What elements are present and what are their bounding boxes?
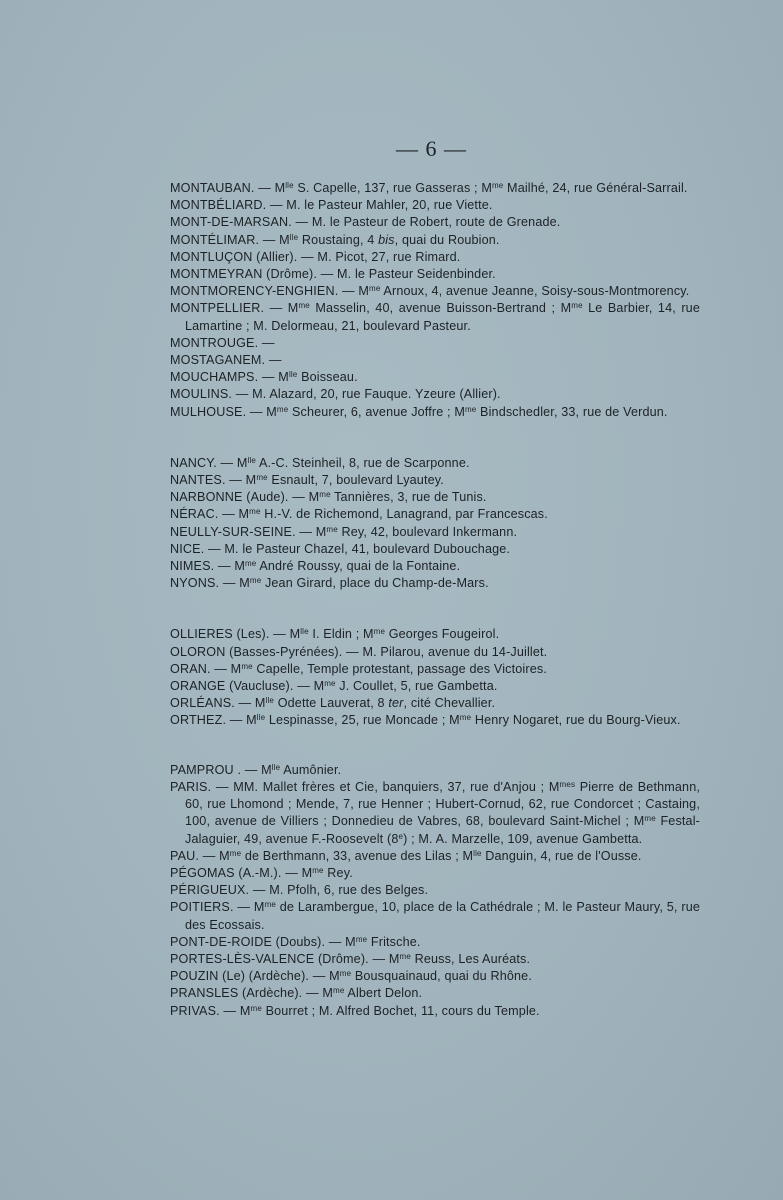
entry-text: NÉRAC. — M (170, 507, 250, 522)
directory-entry (170, 779, 700, 848)
directory-entry (170, 678, 700, 695)
section-spacer (170, 592, 700, 626)
superscript-abbrev: lle (285, 181, 294, 190)
directory-entry (170, 934, 700, 951)
entry-text: André Roussy, quai de la Fontaine. (256, 559, 461, 574)
directory-entry (170, 197, 700, 214)
entry-text: Masselin, 40, avenue Buisson-Bertrand ; M (309, 301, 572, 316)
superscript-abbrev: me (244, 559, 257, 569)
entry-text: ) ; M. A. Marzelle, 109, avenue Gambetta. (403, 831, 643, 846)
entry-text: PORTES-LÈS-VALENCE (Drôme). — M (170, 951, 400, 966)
superscript-abbrev: lle (256, 713, 266, 723)
directory-entry (170, 848, 700, 865)
entry-text: Esnault, 7, boulevard Lyautey. (267, 473, 444, 488)
entry-text: MONTAUBAN. — M (170, 181, 286, 195)
directory-list (170, 180, 700, 1020)
entry-text: S. Capelle, 137, rue Gasseras ; M (293, 181, 492, 195)
entry-text: J. Coullet, 5, rue Gambetta. (335, 679, 498, 694)
superscript-abbrev: me (249, 576, 262, 586)
superscript-abbrev: me (373, 627, 386, 637)
italic-text: ter (388, 696, 404, 711)
entry-text: PARIS. — MM. Mallet frères et Cie, banquiers, 37, rue d'Anjou ; M (170, 779, 560, 794)
superscript-abbrev: me (339, 969, 352, 979)
directory-entry (170, 626, 700, 643)
superscript-abbrev: lle (288, 370, 298, 380)
superscript-abbrev: me (249, 507, 261, 517)
entry-text: Arnoux, 4, avenue Jeanne, Soisy-sous-Montmorency. (380, 284, 690, 299)
entry-text: PONT-DE-ROIDE (Doubs). — M (170, 934, 356, 949)
superscript-abbrev: lle (247, 455, 257, 465)
entry-text: NICE. — M. le Pasteur Chazel, 41, boulevard Dubouchage. (170, 541, 511, 556)
directory-entry (170, 695, 700, 712)
entry-text: Capelle, Temple protestant, passage des Victoires. (252, 661, 547, 676)
directory-entry (170, 472, 700, 489)
superscript-abbrev: lle (289, 232, 299, 242)
entry-text: Rey, 42, boulevard Inkermann. (337, 524, 518, 539)
superscript-abbrev: me (324, 679, 336, 689)
superscript-abbrev: me (326, 524, 338, 534)
superscript-abbrev: me (491, 181, 504, 190)
superscript-abbrev: me (276, 404, 289, 414)
italic-text: bis (378, 232, 395, 247)
entry-text: Pierre de Bethmann, 60, rue Lhomond ; Mende, 7, rue Henner ; Hubert-Cornud, 62, rue Condorcet ; Castaing, 100, avenue de Villiers ; Donnedieu de Vabres, 68, boulevard Saint-Michel ; M (185, 779, 701, 829)
entry-text: MONTLUÇON (Allier). — M. Picot, 27, rue Rimard. (170, 249, 461, 264)
section-spacer (170, 421, 700, 455)
superscript-abbrev: lle (271, 762, 281, 772)
directory-entry (170, 455, 700, 472)
entry-text: ORTHEZ. — M (170, 713, 257, 728)
directory-entry (170, 249, 700, 266)
entry-text: Lespinasse, 25, rue Moncade ; M (265, 713, 460, 728)
entry-text: , cité Chevallier. (403, 696, 496, 711)
entry-text: I. Eldin ; M (308, 627, 374, 642)
superscript-abbrev: me (355, 934, 368, 944)
superscript-abbrev: me (369, 284, 381, 294)
entry-text: NARBONNE (Aude). — M (170, 490, 320, 505)
entry-text: Bourret ; M. Alfred Bochet, 11, cours du Temple. (261, 1003, 540, 1018)
superscript-abbrev: me (571, 301, 583, 311)
directory-entry (170, 283, 700, 300)
entry-text: de Larambergue, 10, place de la Cathédrale ; M. le Pasteur Maury, 5, rue des Ecossais. (185, 900, 701, 932)
entry-text: Mailhé, 24, rue Général-Sarrail. (503, 181, 688, 195)
directory-entry (170, 899, 700, 933)
entry-text: PÉRIGUEUX. — M. Pfolh, 6, rue des Belges. (170, 883, 429, 898)
directory-entry (170, 1003, 700, 1020)
entry-text: MONTÉLIMAR. — M (170, 232, 290, 247)
directory-entry (170, 882, 700, 899)
directory-entry (170, 661, 700, 678)
superscript-abbrev: mes (559, 779, 576, 789)
superscript-abbrev: lle (473, 848, 482, 858)
entry-text: Festal-Jalaguier, 49, avenue F.-Roosevelt (8 (185, 814, 700, 846)
superscript-abbrev: lle (300, 627, 309, 637)
entry-text: PRIVAS. — M (170, 1003, 251, 1018)
entry-text: MONT-DE-MARSAN. — M. le Pasteur de Robert, route de Grenade. (170, 215, 561, 230)
directory-entry (170, 335, 700, 352)
directory-entry (170, 558, 700, 575)
directory-entry (170, 214, 700, 231)
superscript-abbrev: me (464, 404, 477, 414)
directory-entry (170, 644, 700, 661)
entry-text: ORAN. — M (170, 661, 242, 676)
entry-text: NIMES. — M (170, 559, 245, 574)
directory-entry (170, 575, 700, 592)
entry-text: MOUCHAMPS. — M (170, 370, 289, 385)
entry-text: Bousquainaud, quai du Rhône. (351, 969, 532, 984)
entry-text: MOSTAGANEM. — (170, 353, 282, 368)
superscript-abbrev: me (298, 301, 310, 311)
directory-entry (170, 524, 700, 541)
directory-entry (170, 968, 700, 985)
entry-text: Albert Delon. (344, 986, 423, 1001)
directory-entry (170, 232, 700, 249)
entry-text: Henry Nogaret, rue du Bourg-Vieux. (471, 713, 681, 728)
entry-text: NYONS. — M (170, 576, 250, 591)
superscript-abbrev: me (459, 713, 472, 723)
entry-text: PRANSLES (Ardèche). — M (170, 986, 334, 1001)
directory-entry (170, 712, 700, 729)
entry-text: NEULLY-SUR-SEINE. — M (170, 524, 327, 539)
superscript-abbrev: me (256, 473, 268, 483)
section-spacer (170, 730, 700, 762)
entry-text: MONTMEYRAN (Drôme). — M. le Pasteur Seidenbinder. (170, 267, 496, 282)
entry-text: MONTROUGE. — (170, 335, 275, 350)
superscript-abbrev: me (312, 865, 324, 875)
entry-text: Rey. (323, 865, 353, 880)
entry-text: Fritsche. (367, 934, 421, 949)
entry-text: ORLÉANS. — M (170, 696, 266, 711)
entry-text: POUZIN (Le) (Ardèche). — M (170, 969, 340, 984)
directory-entry (170, 386, 700, 403)
entry-text: Scheurer, 6, avenue Joffre ; M (288, 404, 465, 419)
entry-text: MONTMORENCY-ENGHIEN. — M (170, 284, 370, 299)
entry-text: A.-C. Steinheil, 8, rue de Scarponne. (256, 455, 470, 470)
directory-entry (170, 506, 700, 523)
entry-text: ORANGE (Vaucluse). — M (170, 679, 325, 694)
superscript-abbrev: me (333, 986, 345, 996)
entry-text: Danguin, 4, rue de l'Ousse. (481, 848, 642, 863)
superscript-abbrev: me (241, 661, 253, 671)
entry-text: NANCY. — M (170, 455, 248, 470)
directory-entry (170, 865, 700, 882)
directory-entry (170, 489, 700, 506)
entry-text: Reuss, Les Auréats. (410, 951, 531, 966)
entry-text: Aumônier. (280, 762, 342, 777)
entry-text: de Berthmann, 33, avenue des Lilas ; M (241, 848, 474, 863)
entry-text: , quai du Roubion. (394, 232, 500, 247)
entry-text: OLLIERES (Les). — M (170, 627, 301, 642)
entry-text: Roustaing, 4 (298, 232, 379, 247)
entry-text: H.-V. de Richemond, Lanagrand, par Francescas. (260, 507, 548, 522)
directory-entry (170, 951, 700, 968)
directory-entry (170, 541, 700, 558)
entry-text: Bindschedler, 33, rue de Verdun. (476, 404, 668, 419)
entry-text: Tannières, 3, rue de Tunis. (330, 490, 487, 505)
directory-entry (170, 180, 700, 197)
entry-text: MONTPELLIER. — M (170, 301, 299, 316)
entry-text: PAU. — M (170, 848, 230, 863)
superscript-abbrev: e (398, 831, 404, 841)
directory-entry (170, 404, 700, 421)
entry-text: OLORON (Basses-Pyrénées). — M. Pilarou, avenue du 14-Juillet. (170, 644, 548, 659)
entry-text: NANTES. — M (170, 473, 257, 488)
entry-text: MOULINS. — M. Alazard, 20, rue Fauque. Yzeure (Allier). (170, 387, 501, 402)
superscript-abbrev: me (264, 900, 276, 910)
directory-entry (170, 762, 700, 779)
superscript-abbrev: me (399, 951, 411, 961)
superscript-abbrev: me (644, 814, 656, 824)
entry-text: Georges Fougeirol. (385, 627, 500, 642)
directory-entry (170, 352, 700, 369)
superscript-abbrev: me (250, 1003, 262, 1013)
entry-text: Le Barbier, 14, rue Lamartine ; M. Delormeau, 21, boulevard Pasteur. (185, 301, 700, 333)
entry-text: Jean Girard, place du Champ-de-Mars. (261, 576, 489, 591)
entry-text: POITIERS. — M (170, 900, 265, 915)
superscript-abbrev: me (319, 490, 331, 500)
superscript-abbrev: me (229, 848, 242, 858)
directory-entry (170, 266, 700, 283)
superscript-abbrev: lle (265, 696, 275, 706)
entry-text: PÉGOMAS (A.-M.). — M (170, 865, 313, 880)
entry-text: MONTBÉLIARD. — M. le Pasteur Mahler, 20, rue Viette. (170, 198, 493, 213)
page-number: — 6 — (396, 136, 467, 161)
entry-text: MULHOUSE. — M (170, 404, 277, 419)
directory-entry (170, 369, 700, 386)
directory-entry (170, 300, 700, 334)
entry-text: Odette Lauverat, 8 (274, 696, 389, 711)
entry-text: Boisseau. (297, 370, 358, 385)
entry-text: PAMPROU . — M (170, 762, 272, 777)
directory-entry (170, 985, 700, 1002)
